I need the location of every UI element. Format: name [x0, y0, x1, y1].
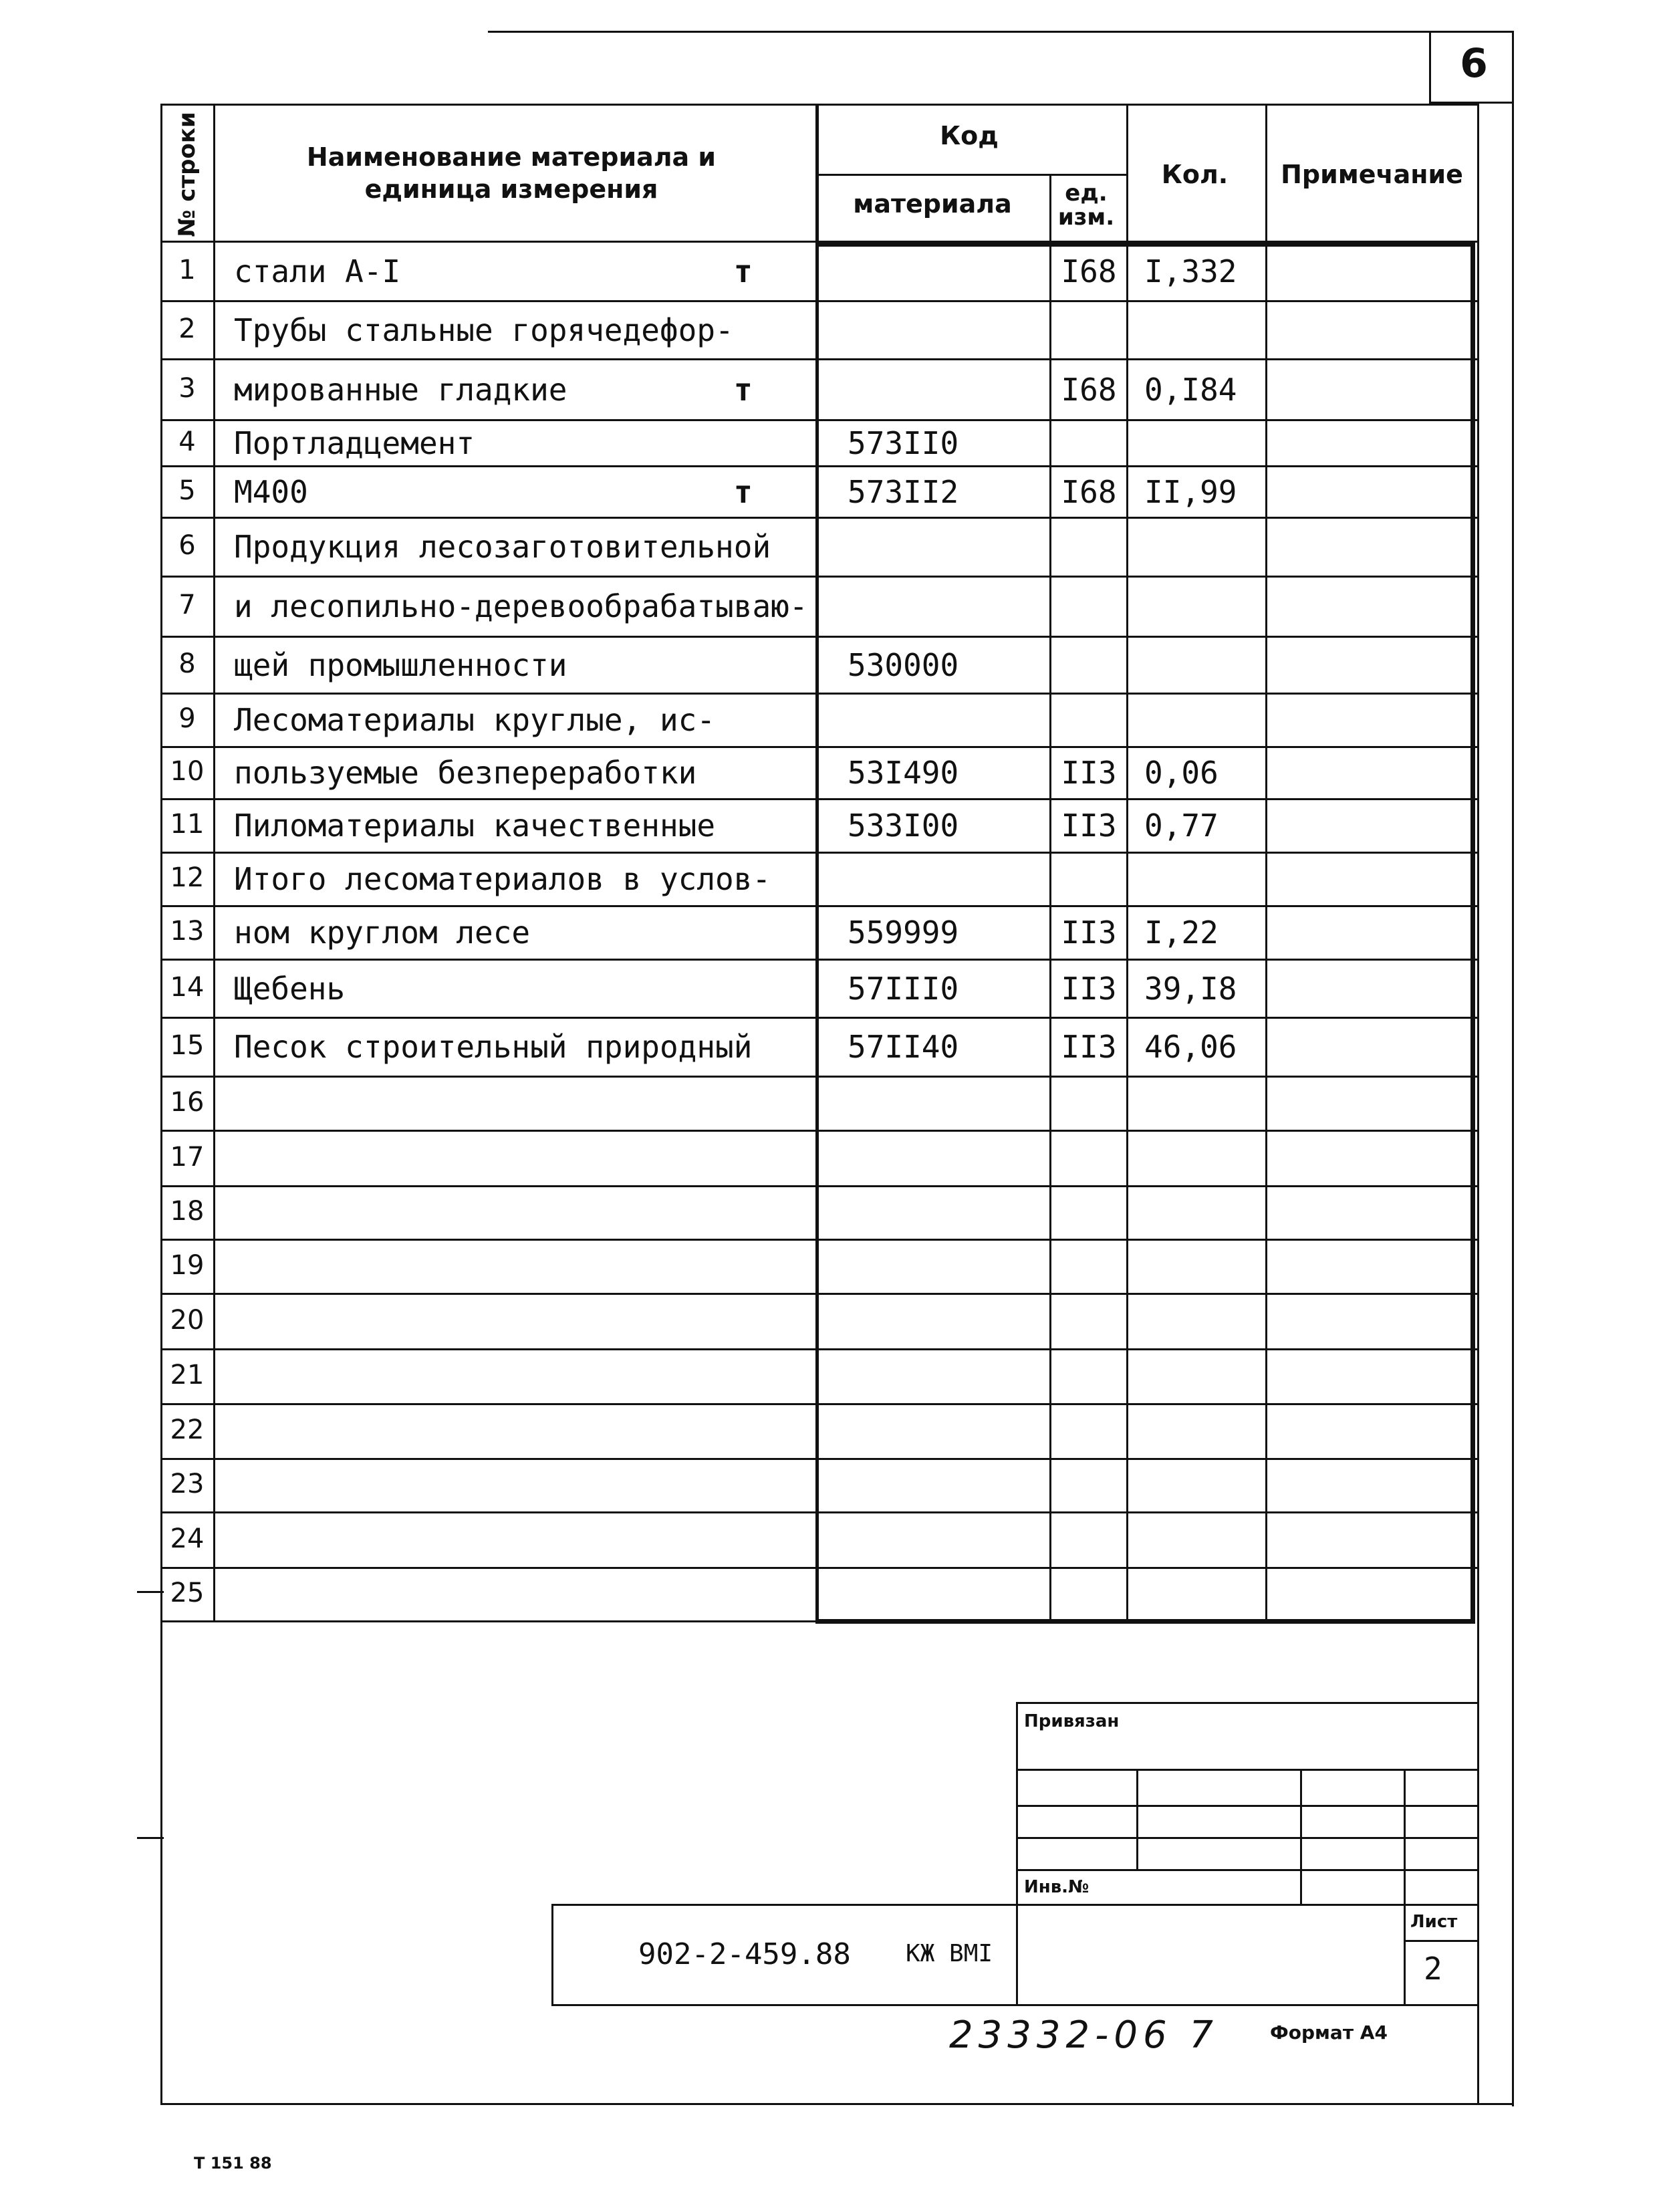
row-number: 8 — [178, 648, 196, 679]
row-line — [160, 1239, 1479, 1241]
header-name: Наименование материала и единица измерения — [306, 142, 717, 204]
stamp-line-4 — [1016, 1869, 1479, 1871]
quantity: 0,77 — [1144, 808, 1219, 844]
row-line — [160, 1567, 1479, 1569]
material-name: ном круглом лесе — [234, 914, 531, 951]
material-name: и лесопильно-деревообрабатываю- — [234, 588, 808, 624]
row-number: 25 — [170, 1578, 205, 1608]
row-line — [160, 1348, 1479, 1350]
unit-code: II3 — [1061, 914, 1117, 951]
material-name: щей промышленности — [234, 646, 567, 683]
data-frame-top — [815, 243, 1475, 247]
stamp-sheet-label: Лист — [1410, 1912, 1458, 1932]
quantity: 0,I84 — [1144, 371, 1237, 408]
material-code: 573II2 — [848, 473, 959, 510]
unit-code: I68 — [1061, 473, 1117, 510]
stamp-bound-label: Привязан — [1024, 1711, 1120, 1731]
material-name: Пиломатериалы качественные — [234, 808, 716, 844]
row-number: 1 — [178, 255, 196, 285]
stamp-left-line — [1016, 1702, 1018, 2006]
material-code: 57III0 — [848, 970, 959, 1007]
quantity: 46,06 — [1144, 1029, 1237, 1065]
header-code: Код — [940, 121, 999, 150]
footer-format: Формат А4 — [1270, 2021, 1388, 2044]
col-line-name — [815, 104, 819, 1622]
header-code-unit: ед. изм. — [1057, 180, 1115, 231]
row-line — [160, 1076, 1479, 1078]
quantity: I,22 — [1144, 914, 1219, 951]
row-line — [160, 358, 1479, 360]
row-line — [160, 1130, 1479, 1132]
material-code: 530000 — [848, 646, 959, 683]
stamp-col-3 — [1404, 1769, 1406, 2006]
stamp-line-2 — [1016, 1805, 1479, 1807]
row-line — [160, 798, 1479, 800]
footer-handwritten-number: 23332-06 7 — [949, 2013, 1219, 2057]
margin-tick-2 — [137, 1837, 164, 1839]
col-line-rowno — [213, 104, 215, 1622]
row-number: 6 — [178, 530, 196, 561]
material-unit: т — [734, 473, 753, 510]
stamp-main-top — [551, 1904, 1479, 1906]
unit-code: II3 — [1061, 808, 1117, 844]
row-line — [160, 636, 1479, 638]
row-number: 23 — [170, 1469, 205, 1499]
row-number: 14 — [170, 971, 205, 1003]
row-line — [160, 1185, 1479, 1187]
frame-top-line — [488, 31, 1514, 33]
stamp-doc-code: 902-2-459.88 — [638, 1937, 851, 1971]
material-unit: т — [734, 371, 753, 408]
row-number: 7 — [178, 590, 196, 620]
material-name: Щебень — [234, 970, 346, 1007]
row-line — [160, 300, 1479, 302]
row-number: 2 — [178, 313, 196, 344]
stamp-line-1 — [1016, 1769, 1479, 1771]
row-line — [160, 465, 1479, 467]
material-name: Портладцемент — [234, 424, 475, 461]
material-code: 533I00 — [848, 808, 959, 844]
row-number: 4 — [178, 426, 196, 457]
row-number: 12 — [170, 862, 205, 893]
row-line — [160, 1458, 1479, 1460]
unit-code: II3 — [1061, 970, 1117, 1007]
material-name: стали А-I — [234, 253, 401, 289]
margin-tick-1 — [137, 1591, 164, 1593]
unit-code: I68 — [1061, 371, 1117, 408]
unit-code: II3 — [1061, 755, 1117, 791]
row-number: 13 — [170, 916, 205, 947]
row-line — [160, 959, 1479, 961]
row-number: 10 — [170, 756, 205, 787]
row-line — [160, 693, 1479, 695]
row-number: 15 — [170, 1030, 205, 1061]
header-qty: Кол. — [1161, 160, 1229, 189]
stamp-top-line — [1016, 1702, 1479, 1704]
quantity: 0,06 — [1144, 755, 1219, 791]
row-line — [160, 576, 1479, 578]
row-number: 17 — [170, 1141, 205, 1173]
frame-right-line — [1512, 31, 1514, 2106]
row-number: 21 — [170, 1360, 205, 1390]
header-code-material: материала — [853, 189, 1012, 219]
material-code: 573II0 — [848, 424, 959, 461]
row-line — [160, 852, 1479, 854]
quantity: 39,I8 — [1144, 970, 1237, 1007]
material-name: пользуемые безпереработки — [234, 755, 697, 791]
header-code-divider — [815, 174, 1126, 176]
row-line — [160, 905, 1479, 907]
row-number: 11 — [170, 809, 205, 840]
col-line-note — [1265, 104, 1267, 1622]
row-line — [160, 419, 1479, 421]
material-unit: т — [734, 253, 753, 289]
stamp-doc-suffix: КЖ ВМI — [906, 1940, 993, 1967]
row-number: 18 — [170, 1196, 205, 1227]
row-line — [160, 746, 1479, 748]
material-name: Песок строительный природный — [234, 1029, 753, 1065]
stamp-col-2 — [1300, 1769, 1302, 1904]
stamp-main-left — [551, 1904, 553, 2006]
row-number: 22 — [170, 1415, 205, 1445]
data-frame-bottom — [815, 1619, 1475, 1624]
stamp-col-1 — [1136, 1769, 1138, 1869]
stamp-line-3 — [1016, 1837, 1479, 1839]
stamp-sheet-value: 2 — [1424, 1951, 1442, 1987]
stamp-sheet-divider — [1404, 1940, 1479, 1942]
sheet-number-box-left — [1429, 31, 1431, 103]
row-line — [160, 1017, 1479, 1019]
quantity: I,332 — [1144, 253, 1237, 289]
row-number: 19 — [170, 1249, 205, 1281]
material-name: мированные гладкие — [234, 371, 567, 408]
material-name: М400 — [234, 473, 308, 510]
footer-print-mark: Т 151 88 — [194, 2154, 272, 2173]
row-line — [160, 1403, 1479, 1405]
frame-bottom-line — [160, 2103, 1514, 2105]
stamp-inv-label: Инв.№ — [1024, 1877, 1089, 1897]
row-number: 20 — [170, 1304, 205, 1336]
row-line — [160, 517, 1479, 519]
row-number: 5 — [178, 475, 196, 506]
table-bottom-line — [160, 1620, 815, 1622]
header-row-no: № строки — [174, 111, 201, 237]
stamp-main-bottom — [551, 2004, 1479, 2006]
sheet-number: 6 — [1460, 40, 1488, 87]
material-code: 53I490 — [848, 755, 959, 791]
header-top-line — [160, 104, 1479, 106]
col-line-qty — [1126, 104, 1128, 1622]
data-frame-right — [1470, 243, 1475, 1622]
header-note: Примечание — [1281, 160, 1463, 189]
row-number: 3 — [178, 372, 196, 404]
material-code: 559999 — [848, 914, 959, 951]
material-name: Лесоматериалы круглые, ис- — [234, 702, 716, 738]
row-number: 24 — [170, 1523, 205, 1554]
unit-code: II3 — [1061, 1029, 1117, 1065]
material-name: Трубы стальные горячедефор- — [234, 312, 734, 348]
row-line — [160, 1511, 1479, 1513]
row-line — [160, 1293, 1479, 1295]
quantity: II,99 — [1144, 473, 1237, 510]
row-number: 9 — [178, 703, 196, 734]
row-number: 16 — [170, 1086, 205, 1118]
material-name: Продукция лесозаготовительной — [234, 529, 771, 565]
material-code: 57II40 — [848, 1029, 959, 1065]
unit-code: I68 — [1061, 253, 1117, 289]
material-name: Итого лесоматериалов в услов- — [234, 861, 771, 897]
